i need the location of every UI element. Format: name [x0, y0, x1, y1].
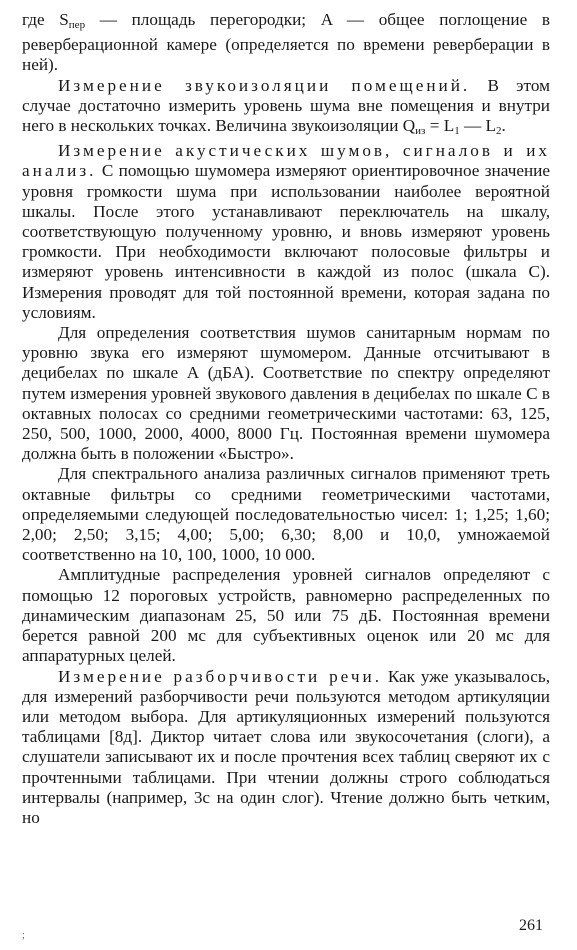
section-heading: Измерение акустических шумов, сигналов и их анализ. — [22, 141, 550, 181]
page-number: 261 — [519, 917, 543, 934]
section-heading: Измерение разборчивости речи. — [58, 666, 382, 686]
edge-mark: ; — [22, 930, 25, 941]
paragraph-3: Измерение акустических шумов, сигналов и их анализ. С помощью шумомера измеряют ориентировочное значение уровня громкости шума при использовании наиболее вероятной шкалы. После этого устанавливают переключатель на шкалу, соответствующую полученному уровню, и вновь измеряют уровень громкости. При необходимости включают полосовые фильтры и измеряют уровень интенсивности в каждой из полос (шкала С). Измерения проводят для той постоянной времени, которая задана по условиям. — [22, 141, 550, 322]
paragraph-7: Измерение разборчивости речи. Как уже указывалось, для измерений разборчивости речи пользуются методом артикуляции или методом выбора. Для артикуляционных измерений пользуются таблицами [8д]. Диктор читает слова или звукосочетания (слоги), а слушатели записывают их и после прочтения всех таблиц сверяют их с прочтенными таблицами. При чтении должны строго соблюдаться интервалы (например, 3с на один слог). Чтение должно быть четким, но — [22, 666, 550, 827]
paragraph-2: Измерение звукоизоляции помещений. В этом случае достаточно измерить уровень шума вне помещения и внутри него в нескольких точках. Величина звукоизоляции $Q_{из} = L_1$ — $L_2$. — [22, 75, 550, 138]
page-body — [22, 10, 550, 828]
paragraph-1: где $S_{пер}$ — площадь перегородки; A — общее поглощение в реверберационной камере (определяется по времени реверберации в ней). — [22, 10, 550, 75]
section-heading: Измерение звукоизоляции помещений. — [58, 75, 471, 95]
paragraph-5: Для спектрального анализа различных сигналов применяют треть октавные фильтры со средними геометрическими частотами, определяемыми следующей последовательностью чисел: 1; 1,25; 1,60; 2,00; 2,50; 3,15; 4,00; 5,00; 6,30; 8,00 и 10,0, умножаемой соответственно на 10, 100, 1000, 10 000. — [22, 464, 550, 565]
paragraph-4: Для определения соответствия шумов санитарным нормам по уровню звука его измеряют шумомером. Данные отсчитывают в децибелах по шкале А (дБА). Соответствие по спектру определяют путем измерения уровней звукового давления в децибелах по шкале С в октавных полосах со средними геометрическими частотами: 63, 125, 250, 500, 1000, 2000, 4000, 8000 Гц. Постоянная времени шумомера должна быть в положении «Быстро». — [22, 323, 550, 464]
paragraph-6: Амплитудные распределения уровней сигналов определяют с помощью 12 пороговых устройств, равномерно распределенных по динамическим диапазонам 25, 50 или 75 дБ. Постоянная времени берется равной 200 мс для субъективных оценок или 20 мс для аппаратурных целей. — [22, 565, 550, 666]
